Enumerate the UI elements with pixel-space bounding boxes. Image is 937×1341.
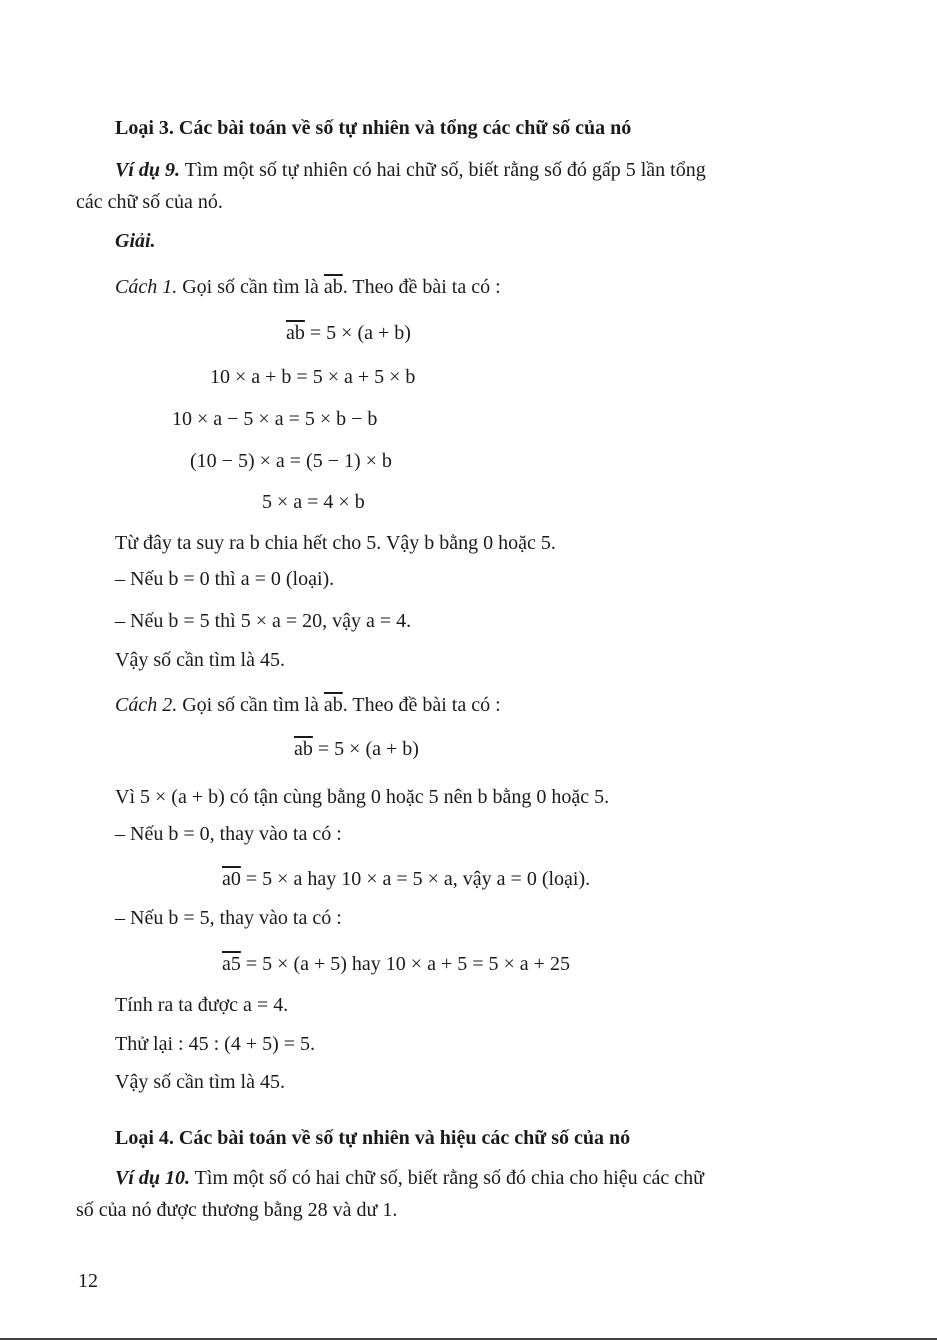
method2-intro <box>115 693 501 717</box>
method1-conclusion: Từ đây ta suy ra b chia hết cho 5. Vậy b bằng 0 hoặc 5. <box>115 532 556 554</box>
method1-intro-pre: Gọi số cần tìm là <box>177 276 324 298</box>
method2-compute: Tính ra ta được a = 4. <box>115 994 289 1016</box>
method2-case2-var: a5 <box>222 953 241 975</box>
method2-label: Cách 2. <box>115 694 178 716</box>
example9-line2: các chữ số của nó. <box>76 191 223 213</box>
method1-intro-post: . Theo đề bài ta có : <box>342 276 501 298</box>
method2-case1-var: a0 <box>222 868 241 890</box>
page-number: 12 <box>78 1270 98 1292</box>
example10-label: Ví dụ 10. <box>115 1167 191 1189</box>
example9-label: Ví dụ 9. <box>115 159 181 181</box>
example10-text1: Tìm một số có hai chữ số, biết rằng số đó chia cho hiệu các chữ <box>190 1167 704 1189</box>
method1-eq4: (10 − 5) × a = (5 − 1) × b <box>190 450 392 472</box>
method1-eq5: 5 × a = 4 × b <box>262 491 365 513</box>
method1-case2: – Nếu b = 5 thì 5 × a = 20, vậy a = 4. <box>115 610 412 632</box>
solution-label: Giải. <box>115 230 156 252</box>
method1-intro <box>115 275 501 299</box>
method2-case1-eq <box>222 867 590 891</box>
method2-intro-var: $\overline{ab}$ <box>323 694 343 716</box>
method1-eq1 <box>286 321 411 345</box>
example10-line2: số của nó được thương bằng 28 và dư 1. <box>76 1199 398 1221</box>
method2-case1-eq-text: = 5 × a hay 10 × a = 5 × a, vậy a = 0 (loại). <box>240 868 591 890</box>
example10-line1 <box>115 1166 704 1190</box>
method2-case2: – Nếu b = 5, thay vào ta có : <box>115 907 342 929</box>
method2-intro-post: . Theo đề bài ta có : <box>342 694 501 716</box>
example9-text1: Tìm một số tự nhiên có hai chữ số, biết rằng số đó gấp 5 lần tổng <box>180 159 706 181</box>
method2-eq1-rest: = 5 × (a + b) <box>312 738 419 760</box>
method2-answer: Vậy số cần tìm là 45. <box>115 1071 285 1093</box>
method1-case1: – Nếu b = 0 thì a = 0 (loại). <box>115 568 335 590</box>
method1-eq1-var: $\overline{ab}$ <box>286 322 305 344</box>
bottom-divider <box>0 1338 937 1340</box>
method1-eq1-rest: = 5 × (a + b) <box>304 322 411 344</box>
method1-eq2: 10 × a + b = 5 × a + 5 × b <box>210 366 416 388</box>
section3-heading: Loại 3. Các bài toán về số tự nhiên và tổng các chữ số của nó <box>115 117 632 139</box>
method2-intro-pre: Gọi số cần tìm là <box>177 694 324 716</box>
example9-line1 <box>115 158 706 182</box>
method2-check: Thử lại : 45 : (4 + 5) = 5. <box>115 1033 316 1055</box>
method2-eq1 <box>294 737 419 761</box>
method2-eq1-var: $\overline{ab}$ <box>294 738 313 760</box>
method2-case1: – Nếu b = 0, thay vào ta có : <box>115 823 342 845</box>
method1-intro-var: $\overline{ab}$ <box>323 276 343 298</box>
method2-case2-eq <box>222 952 570 976</box>
method1-answer: Vậy số cần tìm là 45. <box>115 649 285 671</box>
method1-eq3: 10 × a − 5 × a = 5 × b − b <box>172 408 378 430</box>
method2-case2-eq-text: = 5 × (a + 5) hay 10 × a + 5 = 5 × a + 25 <box>240 953 570 975</box>
method2-reason: Vì 5 × (a + b) có tận cùng bằng 0 hoặc 5 nên b bằng 0 hoặc 5. <box>115 786 610 808</box>
section4-heading: Loại 4. Các bài toán về số tự nhiên và hiệu các chữ số của nó <box>115 1127 631 1149</box>
method1-label: Cách 1. <box>115 276 178 298</box>
